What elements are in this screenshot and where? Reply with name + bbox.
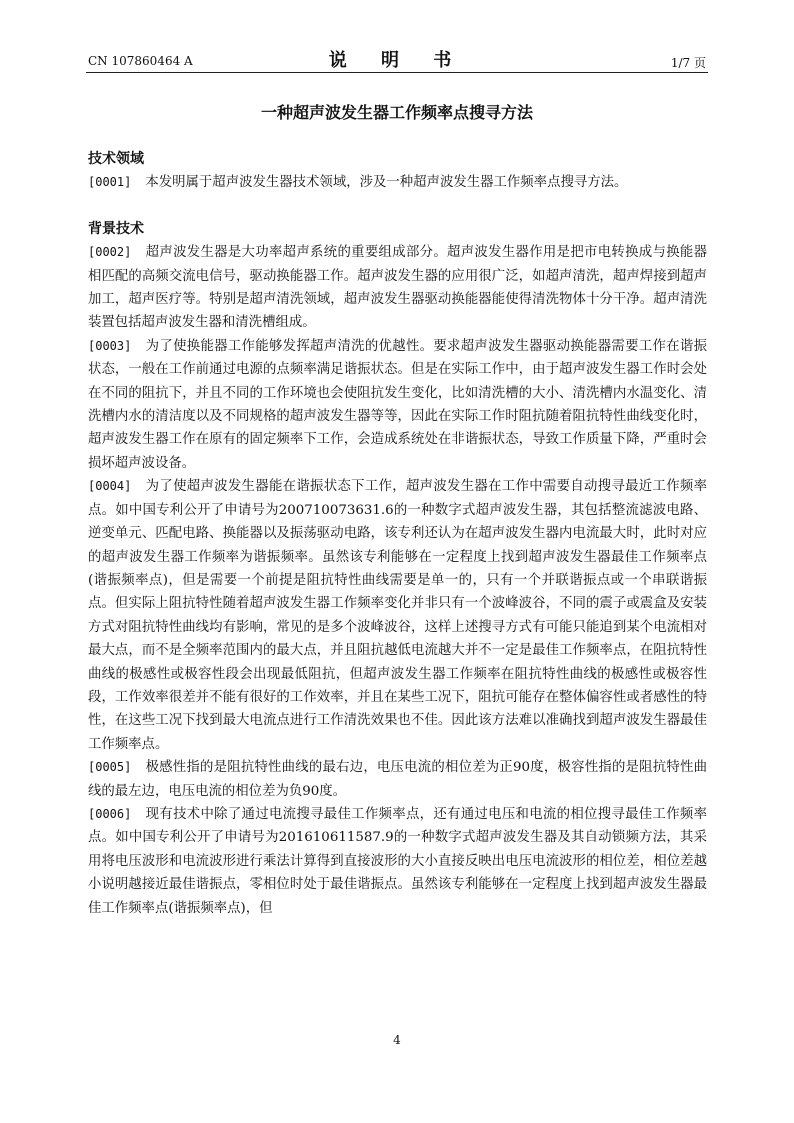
page-number: 4 [393,1033,401,1047]
patent-number: CN 107860464 A [88,54,193,68]
page-reference: 1/7 页 [670,56,706,70]
page-header [88,46,706,72]
paragraph-number: [0003] [88,338,132,353]
section-spacer [88,195,707,218]
header-divider [86,72,708,73]
paragraph-number: [0006] [88,806,132,821]
paragraph-number: [0005] [88,760,132,775]
paragraph-text: 现有技术中除了通过电流搜寻最佳工作频率点，还有通过电压和电流的相位搜寻最佳工作频率点。如中国专利公开了申请号为201610611587.9的一种数字式超声波发生器及其自动锁频方法，其采用将电压波形和电流波形进行乘法计算得到直接波形的大小直接反映出电压电流波形的相位差，相位差越小说明越接近最佳谐振点，零相位时处于最佳谐振点。虽然该专利能够在一定程度上找到超声波发生器最佳工作频率点(谐振频率点)，但 [88,806,707,916]
paragraph-text: 超声波发生器是大功率超声系统的重要组成部分。超声波发生器作用是把市电转换成与换能器相匹配的高频交流电信号，驱动换能器工作。超声波发生器的应用很广泛，如超声清洗，超声焊接到超声加工，超声医疗等。特别是超声清洗领域，超声波发生器驱动换能器能使得清洗物体十分干净。超声清洗装置包括超声波发生器和清洗槽组成。 [88,245,707,331]
paragraph-text: 本发明属于超声波发生器技术领域，涉及一种超声波发生器工作频率点搜寻方法。 [145,175,628,191]
paragraph [88,803,707,920]
document-title: 一种超声波发生器工作频率点搜寻方法 [260,103,533,122]
paragraph [88,241,707,335]
paragraph-text: 为了使换能器工作能够发挥超声清洗的优越性。要求超声波发生器驱动换能器需要工作在谐振状态，一般在工作前通过电源的点频率满足谐振状态。但是在实际工作中，由于超声波发生器工作时会处在不同的阻抗下，并且不同的工作环境也会使阻抗发生变化，比如清洗槽的大小、清洗槽内水温变化、清洗槽内水的清洁度以及不同规格的超声波发生器等等，因此在实际工作时阻抗随着阻抗特性曲线变化时，超声波发生器工作在原有的固定频率下工作，会造成系统处在非谐振状态，导致工作质量下降，严重时会损坏超声波设备。 [88,338,707,471]
document-type: 说 明 书 [328,50,466,71]
paragraph-number: [0002] [88,245,132,260]
paragraph-number: [0001] [88,175,132,190]
section-heading-background: 背景技术 [88,220,144,237]
paragraph-text: 为了使超声波发生器能在谐振状态下工作，超声波发生器在工作中需要自动搜寻最近工作频率点。如中国专利公开了申请号为200710073631.6的一种数字式超声波发生器，其包括整流滤波电路、逆变单元、匹配电路、换能器以及振荡驱动电路，该专利还认为在超声波发生器内电流最大时，此时对应的超声波发生器工作频率为谐振频率。虽然该专利能够在一定程度上找到超声波发生器最佳工作频率点(谐振频率点)，但是需要一个前提是阻抗特性曲线需要是单一的，只有一个并联谐振点或一个串联谐振点。但实际上阻抗特性随着超声波发生器工作频率变化并非只有一个波峰波谷，不同的震子或震盒及安装方式对阻抗特性曲线均有影响，常见的是多个波峰波谷，这样上述搜寻方式有可能只能追到某个电流相对最大点，而不是全频率范围内的最大点，并且阻抗越低电流越大并不一定是最佳工作频率点，在阻抗特性曲线的极感性或极容性段会出现最低阻抗，但超声波发生器工作频率在阻抗特性曲线的极感性或极容性段，工作效率很差并不能有很好的工作效率，并且在某些工况下，阻抗可能存在整体偏容性或者感性的特性，在这些工况下找到最大电流点进行工作清洗效果也不佳。因此该方法难以准确找到超声波发生器最佳工作频率点。 [88,479,707,752]
paragraph-text: 极感性指的是阻抗特性曲线的最右边，电压电流的相位差为正90度，极容性指的是阻抗特性曲线的最左边，电压电流的相位差为负90度。 [88,760,707,799]
document-body [88,148,707,920]
paragraph [88,475,707,756]
paragraph [88,756,707,803]
paragraph [88,335,707,475]
section-heading-field: 技术领域 [88,151,144,167]
paragraph-number: [0004] [88,479,132,494]
paragraph [88,171,707,194]
